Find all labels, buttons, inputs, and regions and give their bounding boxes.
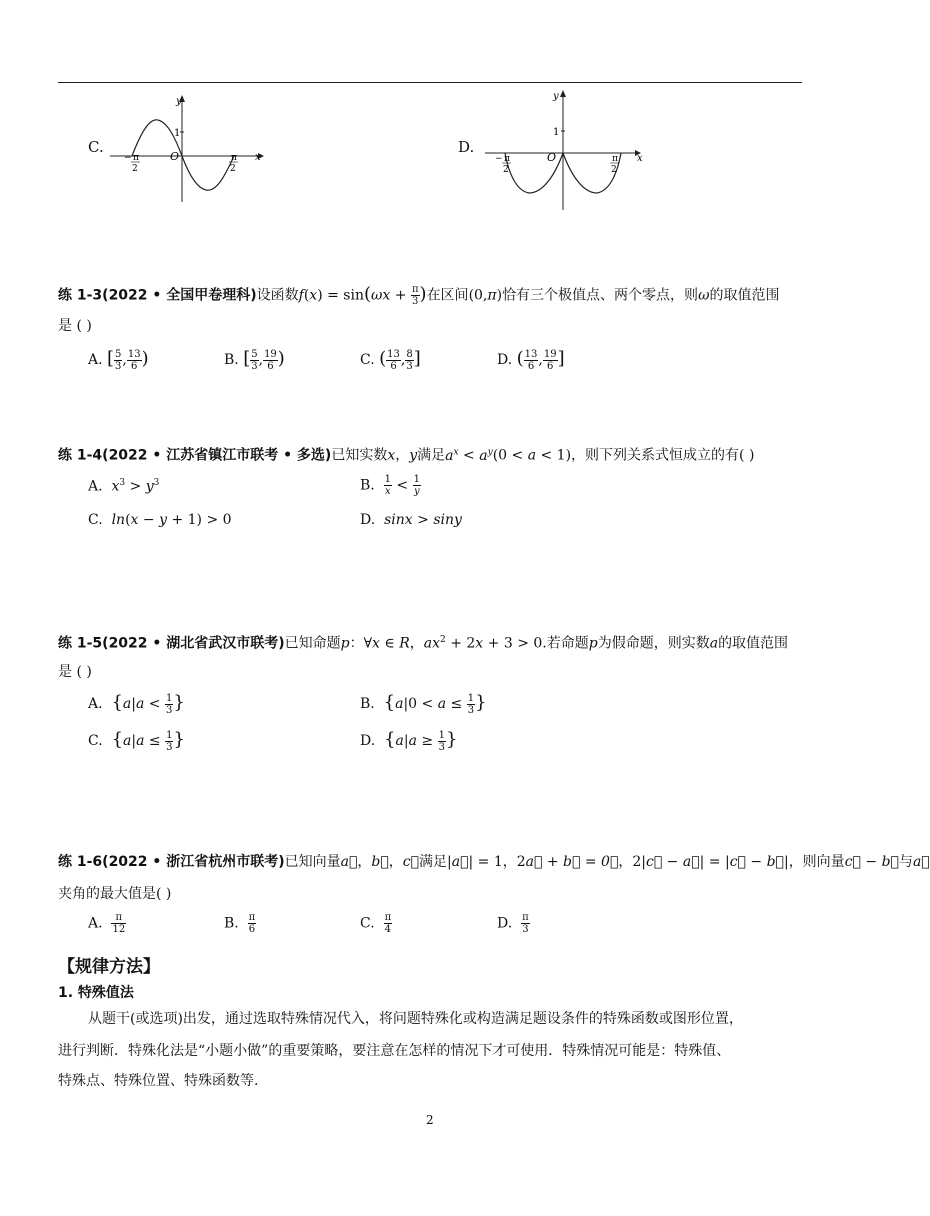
option-c-label: C. (88, 138, 104, 156)
question-1-3-line1: 练 1-3(2022 • 全国甲卷理科)设函数f(x) = sin(ωx + $\frac{\pi}{3}$ )在区间(0,π)恰有三个极值点、两个零点，则ω的取值范围 (58, 283, 780, 307)
question-1-5-line1: 练 1-5(2022 • 湖北省武汉市联考)已知命题p：∀x ∈ R，$ax^2 + 2x + 3 > 0$.若命题p为假命题，则实数a的取值范围 (58, 635, 789, 652)
svg-text:y: y (176, 96, 182, 107)
svg-text:2: 2 (132, 164, 138, 174)
svg-text:O: O (170, 150, 180, 163)
question-1-3-option-d[interactable]: D. ( $\frac{13}{6}$ , $\frac{19}{6}$ ] (497, 348, 565, 372)
section-paragraph-line2: 进行判断．特殊化法是“小题小做”的重要策略，要注意在怎样的情况下才可使用．特殊情况可能是：特殊值、 (58, 1043, 731, 1059)
question-1-4-option-d[interactable]: D. sinx > siny (360, 512, 462, 528)
question-1-5-title: 练 1-5(2022 • 湖北省武汉市联考) (58, 635, 285, 652)
question-1-6-option-c[interactable]: C. $\frac{\pi}{4}$ (360, 912, 392, 935)
question-1-4-line1: 练 1-4(2022 • 江苏省镇江市联考 • 多选)已知实数x，y满足$a^x < a^y(0 < a < 1)$，则下列关系式恒成立的有( ) (58, 447, 755, 464)
section-heading: 【规律方法】 (58, 957, 160, 977)
svg-text:2: 2 (611, 165, 617, 175)
svg-text:−: − (495, 154, 503, 164)
question-1-3-option-a[interactable]: A. [ $\frac{5}{3}$ , $\frac{13}{6}$ ) (88, 348, 149, 372)
svg-text:y: y (553, 91, 559, 102)
question-1-4-option-a[interactable]: A. $x^3 > y^3$ (88, 478, 160, 495)
question-1-5-option-b[interactable]: B. {a|0 < a ≤ $\frac{1}{3}$ } (360, 692, 487, 716)
svg-text:1: 1 (553, 127, 560, 138)
section-paragraph-line1: 从题干(或选项)出发，通过选取特殊情况代入，将问题特殊化或构造满足题设条件的特殊函数或图形位置， (88, 1011, 743, 1027)
option-d-label: D. (458, 138, 475, 156)
svg-text:π: π (504, 154, 510, 164)
section-paragraph-line3: 特殊点、特殊位置、特殊函数等. (58, 1073, 259, 1089)
svg-text:1: 1 (174, 128, 181, 139)
svg-text:O: O (547, 151, 557, 164)
question-1-5-option-a[interactable]: A. {a|a < $\frac{1}{3}$ } (88, 692, 185, 716)
svg-text:2: 2 (503, 165, 509, 175)
question-1-6-line2: 夹角的最大值是( ) (58, 886, 172, 902)
question-1-4-option-b[interactable]: B. $\frac{1}{x}$ < $\frac{1}{y}$ (360, 474, 421, 497)
question-1-6-option-b[interactable]: B. $\frac{\pi}{6}$ (224, 912, 256, 935)
svg-text:π: π (133, 153, 139, 163)
svg-text:2: 2 (230, 164, 236, 174)
svg-text:−: − (124, 153, 132, 163)
question-1-3-option-b[interactable]: B. [ $\frac{5}{3}$ , $\frac{19}{6}$ ) (224, 348, 285, 372)
question-1-4-title: 练 1-4(2022 • 江苏省镇江市联考 • 多选) (58, 447, 332, 464)
question-1-5-option-d[interactable]: D. {a|a ≥ $\frac{1}{3}$ } (360, 729, 458, 753)
question-1-3-line2: 是 ( ) (58, 318, 92, 334)
graph-c (110, 90, 270, 202)
question-1-4-option-c[interactable]: C. ln(x − y + 1) > 0 (88, 512, 232, 528)
svg-text:π: π (612, 154, 618, 164)
question-1-6-option-d[interactable]: D. $\frac{\pi}{3}$ (497, 912, 529, 935)
svg-text:x: x (637, 153, 643, 164)
question-1-5-line2: 是 ( ) (58, 664, 92, 680)
question-1-3-option-c[interactable]: C. ( $\frac{13}{6}$ , $\frac{8}{3}$ ] (360, 348, 421, 372)
graph-d (485, 85, 650, 210)
question-1-3-title: 练 1-3(2022 • 全国甲卷理科) (58, 287, 257, 304)
question-1-5-option-c[interactable]: C. {a|a ≤ $\frac{1}{3}$ } (88, 729, 185, 753)
svg-text:π: π (231, 153, 237, 163)
section-subheading: 1. 特殊值法 (58, 985, 134, 1001)
question-1-6-option-a[interactable]: A. $\frac{\pi}{12}$ (88, 912, 126, 935)
svg-text:x: x (255, 152, 261, 163)
page-number: 2 (426, 1113, 434, 1127)
question-1-6-title: 练 1-6(2022 • 浙江省杭州市联考) (58, 854, 285, 870)
header-rule (58, 82, 802, 83)
question-1-6-line1: 练 1-6(2022 • 浙江省杭州市联考)已知向量a⃗，b⃗，c⃗满足|a⃗| = 1，2a⃗ + b⃗ = 0⃗，2|c⃗ − a⃗| = |c⃗ − b⃗|，则向量c⃗ − b⃗与a⃗ (58, 854, 930, 870)
